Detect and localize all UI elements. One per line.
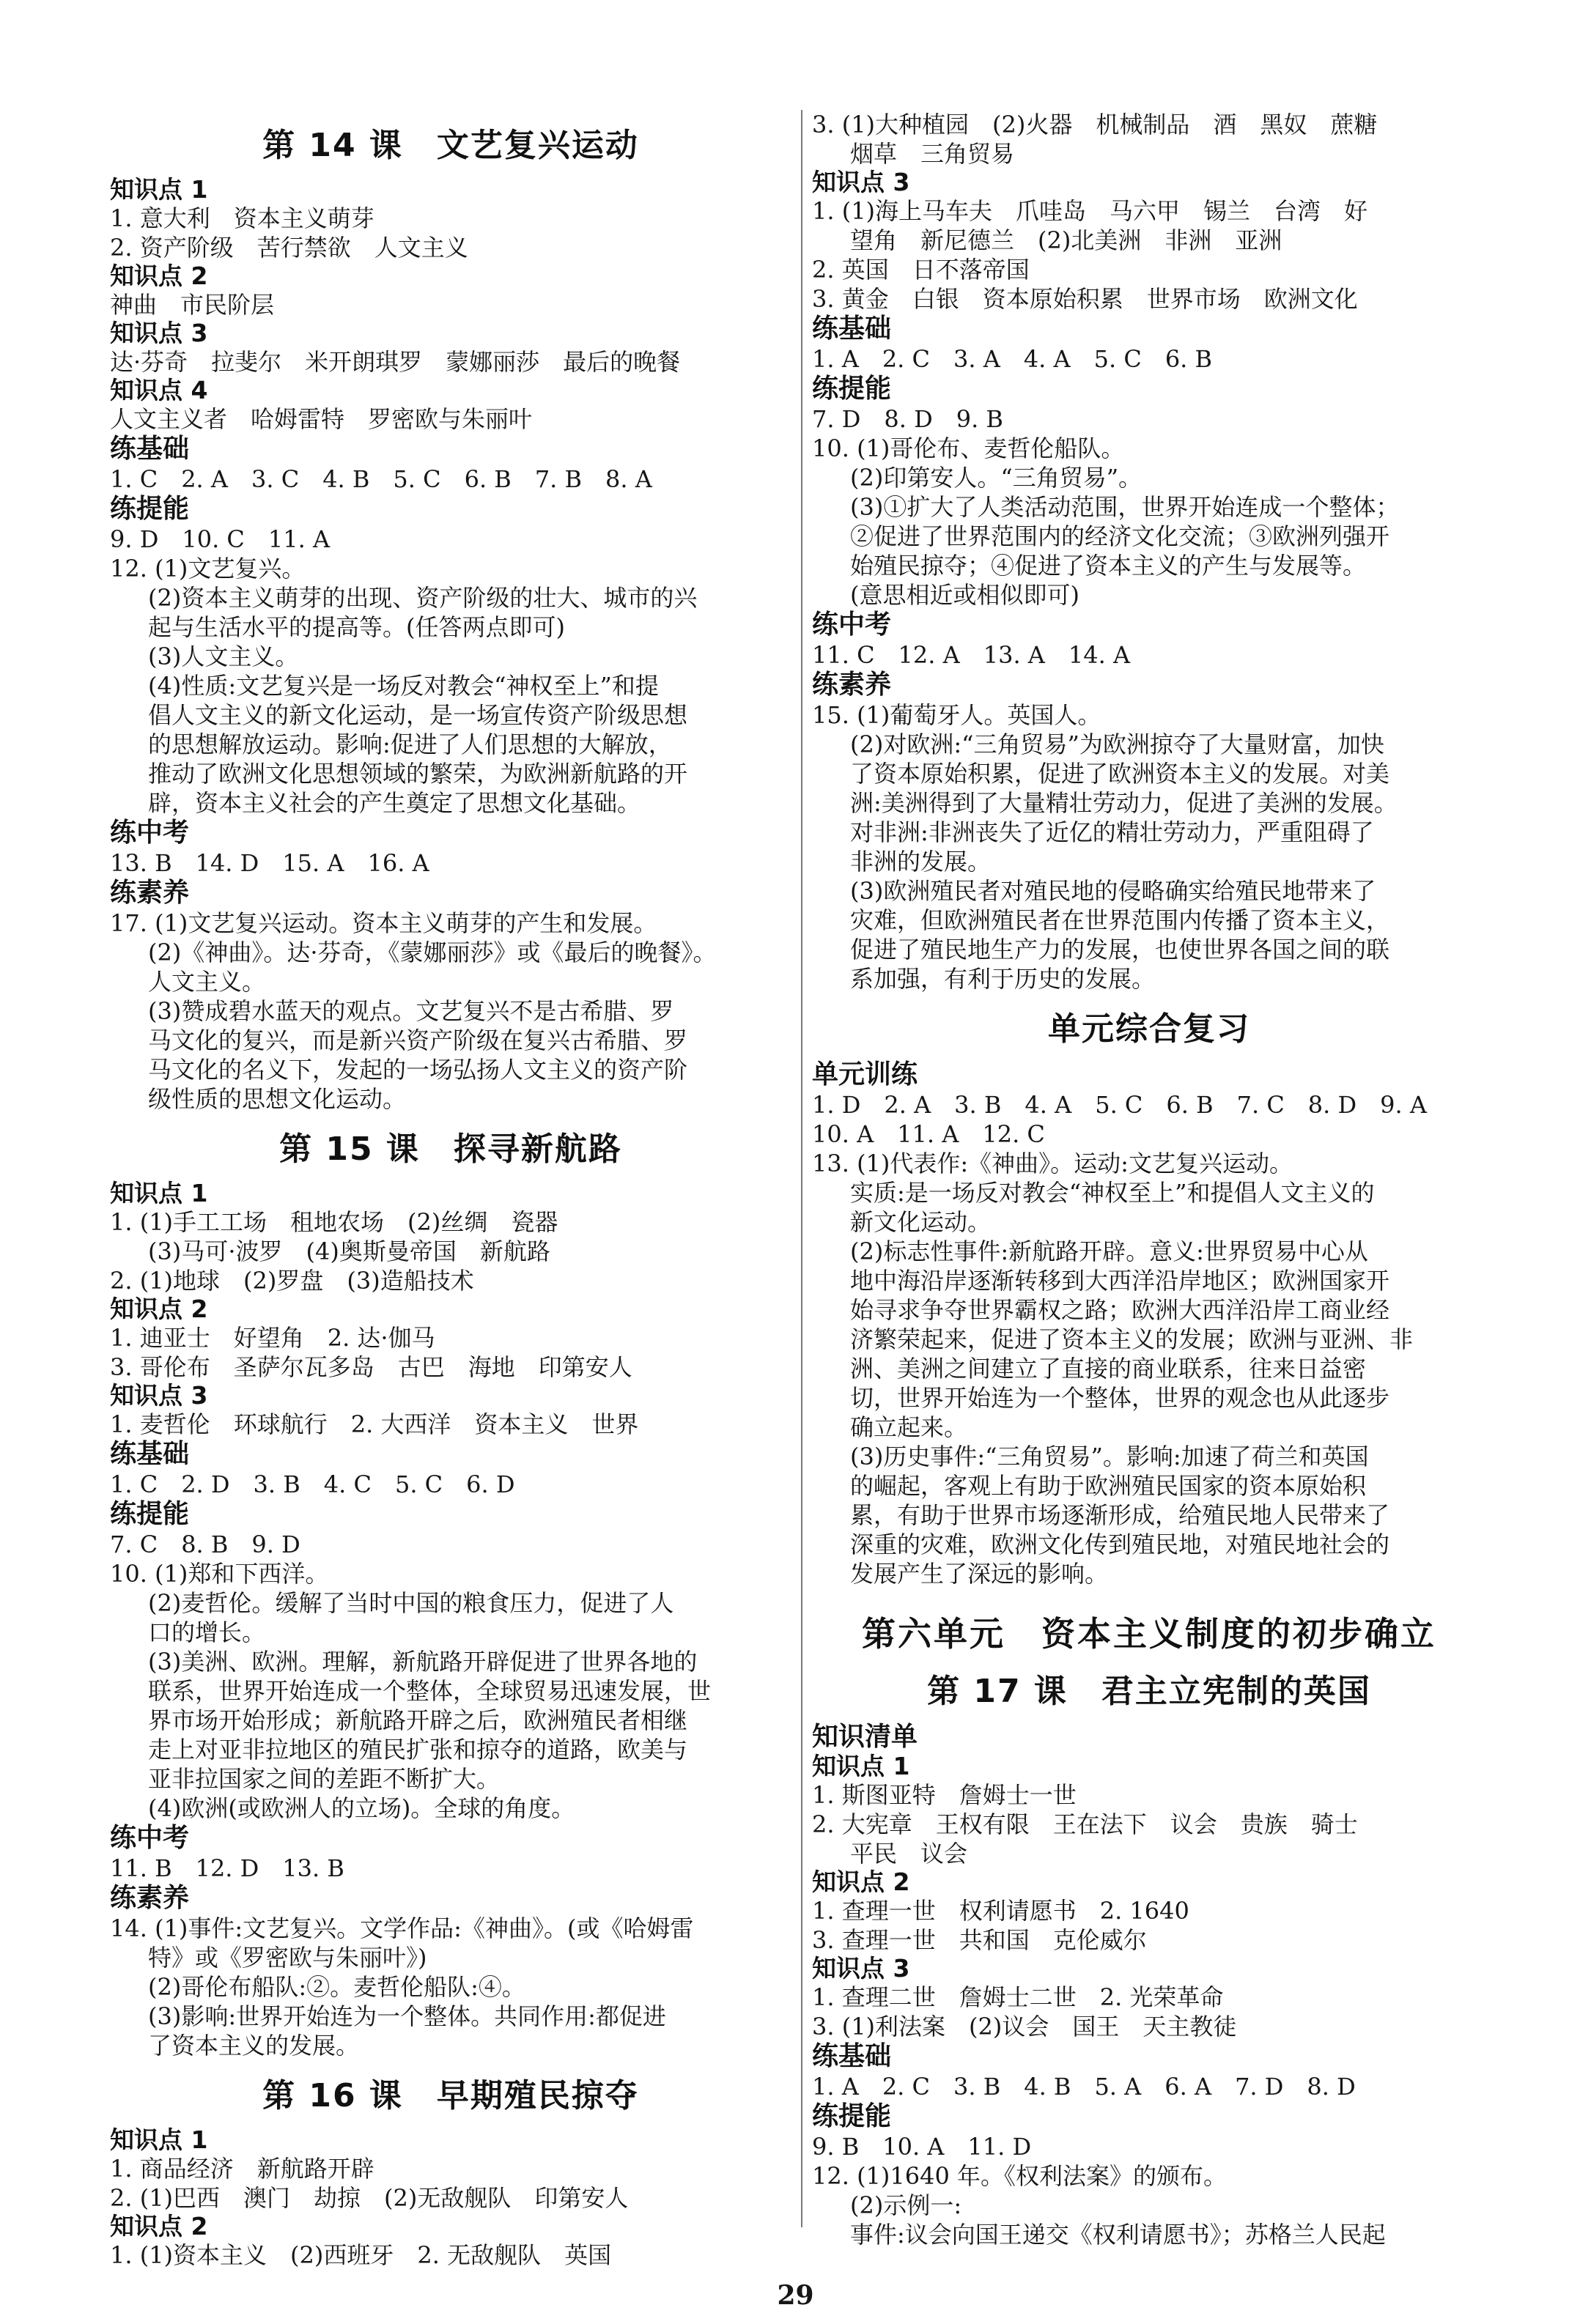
answer-line: 马文化的复兴，而是新兴资产阶级在复兴古希腊、罗 bbox=[148, 1026, 688, 1054]
answer-line: 12. (1)1640 年。《权利法案》的颁布。 bbox=[812, 2162, 1228, 2190]
answer-line: 1. (1)海上马车夫 爪哇岛 马六甲 锡兰 台湾 好 bbox=[812, 197, 1368, 225]
answer-line: 1. 麦哲伦 环球航行 2. 大西洋 资本主义 世界 bbox=[110, 1410, 639, 1438]
answer-line: 3. (1)大种植园 (2)火器 机械制品 酒 黑奴 蔗糖 bbox=[812, 111, 1378, 138]
answer-line: 2. 英国 日不落帝国 bbox=[812, 256, 1030, 284]
answer-line: 了资本原始积累，促进了欧洲资本主义的发展。对美 bbox=[850, 760, 1390, 788]
right-column bbox=[812, 110, 1486, 2249]
subsection-heading: 知识点 2 bbox=[812, 1868, 910, 1896]
answer-line: 对非洲:非洲丧失了近亿的精壮劳动力，严重阻碍了 bbox=[850, 818, 1374, 846]
answer-line: 12. (1)文艺复兴。 bbox=[110, 555, 306, 582]
page-number: 29 bbox=[777, 2280, 814, 2311]
answer-line: 确立起来。 bbox=[850, 1413, 968, 1441]
left-column bbox=[110, 110, 791, 2270]
answer-line: 10. (1)哥伦布、麦哲伦船队。 bbox=[812, 434, 1125, 462]
answer-line: (4)性质:文艺复兴是一场反对教会“神权至上”和提 bbox=[148, 672, 659, 700]
subsection-heading: 知识点 4 bbox=[110, 376, 208, 404]
subsection-heading: 知识点 3 bbox=[812, 168, 910, 196]
subsection-heading: 练中考 bbox=[812, 610, 892, 640]
answer-line: 累，有助于世界市场逐渐形成，给殖民地人民带来了 bbox=[850, 1501, 1390, 1529]
answer-line: 3. (1)利法案 (2)议会 国王 天主教徒 bbox=[812, 2013, 1237, 2040]
answer-line: 1. 商品经济 新航路开辟 bbox=[110, 2155, 374, 2183]
section-title: 第 15 课 探寻新航路 bbox=[279, 1130, 622, 1168]
subsection-heading: 知识点 2 bbox=[110, 2212, 208, 2240]
subsection-heading: 练中考 bbox=[110, 1823, 190, 1853]
answer-line: 1. C 2. D 3. B 4. C 5. C 6. D bbox=[110, 1470, 515, 1498]
answer-line: (4)欧洲(或欧洲人的立场)。全球的角度。 bbox=[148, 1794, 575, 1822]
answer-line: (3)欧洲殖民者对殖民地的侵略确实给殖民地带来了 bbox=[850, 877, 1376, 905]
answer-line: 7. D 8. D 9. B bbox=[812, 405, 1003, 433]
answer-line: 灾难，但欧洲殖民者在世界范围内传播了资本主义， bbox=[850, 906, 1390, 934]
answer-line: (3)美洲、欧洲。理解，新航路开辟促进了世界各地的 bbox=[148, 1648, 698, 1676]
answer-line: 1. A 2. C 3. B 4. B 5. A 6. A 7. D 8. D bbox=[812, 2073, 1356, 2101]
answer-line: 13. (1)代表作:《神曲》。运动:文艺复兴运动。 bbox=[812, 1150, 1293, 1177]
answer-line: 1. (1)手工工场 租地农场 (2)丝绸 瓷器 bbox=[110, 1208, 558, 1236]
subsection-heading: 练素养 bbox=[812, 670, 892, 700]
subsection-heading: 练提能 bbox=[812, 2101, 892, 2131]
answer-line: 10. (1)郑和下西洋。 bbox=[110, 1560, 329, 1588]
section-title: 单元综合复习 bbox=[1048, 1010, 1250, 1048]
answer-line: 发展产生了深远的影响。 bbox=[850, 1560, 1109, 1588]
answer-line: 11. C 12. A 13. A 14. A bbox=[812, 641, 1131, 669]
subsection-heading: 单元训练 bbox=[812, 1059, 918, 1089]
answer-line: (意思相近或相似即可) bbox=[850, 581, 1079, 609]
answer-line: 神曲 市民阶层 bbox=[110, 291, 275, 319]
answer-line: 13. B 14. D 15. A 16. A bbox=[110, 849, 429, 877]
answer-line: 11. B 12. D 13. B bbox=[110, 1854, 344, 1882]
subsection-heading: 知识点 3 bbox=[110, 319, 208, 347]
subsection-heading: 练基础 bbox=[812, 314, 892, 344]
answer-line: 3. 哥伦布 圣萨尔瓦多岛 古巴 海地 印第安人 bbox=[110, 1353, 632, 1381]
answer-line: 1. (1)资本主义 (2)西班牙 2. 无敌舰队 英国 bbox=[110, 2241, 612, 2269]
answer-line: 14. (1)事件:文艺复兴。文学作品:《神曲》。(或《哈姆雷 bbox=[110, 1914, 694, 1942]
answer-line: 望角 新尼德兰 (2)北美洲 非洲 亚洲 bbox=[850, 226, 1282, 254]
answer-line: 济繁荣起来，促进了资本主义的发展；欧洲与亚洲、非 bbox=[850, 1325, 1414, 1353]
subsection-heading: 知识点 3 bbox=[812, 1954, 910, 1983]
answer-line: 2. (1)巴西 澳门 劫掠 (2)无敌舰队 印第安人 bbox=[110, 2184, 629, 2212]
answer-line: (2)麦哲伦。缓解了当时中国的粮食压力，促进了人 bbox=[148, 1589, 674, 1617]
subsection-heading: 知识点 1 bbox=[812, 1752, 910, 1780]
answer-line: 2. (1)地球 (2)罗盘 (3)造船技术 bbox=[110, 1267, 474, 1295]
answer-line: 非洲的发展。 bbox=[850, 848, 992, 876]
answer-line: (3)赞成碧水蓝天的观点。文艺复兴不是古希腊、罗 bbox=[148, 997, 674, 1025]
subsection-heading: 练基础 bbox=[110, 434, 190, 464]
answer-line: 实质:是一场反对教会“神权至上”和提倡人文主义的 bbox=[850, 1179, 1375, 1207]
answer-line: 烟草 三角贸易 bbox=[850, 140, 1015, 168]
column-divider bbox=[801, 110, 802, 2227]
answer-line: (2)示例一: bbox=[850, 2191, 962, 2219]
answer-line: 1. 查理二世 詹姆士二世 2. 光荣革命 bbox=[812, 1983, 1224, 2011]
subsection-heading: 练基础 bbox=[110, 1439, 190, 1469]
subsection-heading: 知识清单 bbox=[812, 1722, 918, 1752]
answer-line: 人文主义。 bbox=[148, 968, 266, 996]
answer-line: 1. 迪亚士 好望角 2. 达·伽马 bbox=[110, 1324, 435, 1352]
answer-line: 1. A 2. C 3. A 4. A 5. C 6. B bbox=[812, 345, 1213, 373]
answer-line: 的思想解放运动。影响:促进了人们思想的大解放， bbox=[148, 730, 672, 758]
answer-line: 1. 斯图亚特 詹姆士一世 bbox=[812, 1781, 1077, 1809]
answer-line: (3)历史事件:“三角贸易”。影响:加速了荷兰和英国 bbox=[850, 1443, 1369, 1470]
answer-line: (2)对欧洲:“三角贸易”为欧洲掠夺了大量财富，加快 bbox=[850, 730, 1384, 758]
subsection-heading: 练中考 bbox=[110, 818, 190, 848]
answer-line: 马文化的名义下，发起的一场弘扬人文主义的资产阶 bbox=[148, 1056, 688, 1084]
answer-line: 始寻求争夺世界霸权之路；欧洲大西洋沿岸工商业经 bbox=[850, 1296, 1390, 1324]
answer-line: 促进了殖民地生产力的发展，也使世界各国之间的联 bbox=[850, 936, 1390, 963]
answer-line: 洲、美洲之间建立了直接的商业联系，往来日益密 bbox=[850, 1355, 1367, 1383]
answer-line: 2. 资产阶级 苦行禁欲 人文主义 bbox=[110, 234, 468, 262]
answer-line: 起与生活水平的提高等。(任答两点即可) bbox=[148, 613, 565, 641]
answer-line: 10. A 11. A 12. C bbox=[812, 1120, 1045, 1148]
answer-line: (3)马可·波罗 (4)奥斯曼帝国 新航路 bbox=[148, 1237, 550, 1265]
answer-line: (3)影响:世界开始连为一个整体。共同作用:都促进 bbox=[148, 2002, 666, 2030]
answer-line: 3. 查理一世 共和国 克伦威尔 bbox=[812, 1926, 1147, 1954]
answer-line: 9. D 10. C 11. A bbox=[110, 525, 331, 553]
answer-line: (2)《神曲》。达·芬奇，《蒙娜丽莎》或《最后的晚餐》。 bbox=[148, 939, 717, 966]
unit-title: 第六单元 资本主义制度的初步确立 bbox=[862, 1614, 1436, 1654]
subsection-heading: 练提能 bbox=[812, 374, 892, 404]
answer-line: 联系，世界开始连成一个整体，全球贸易迅速发展，世 bbox=[148, 1677, 712, 1705]
answer-line: 7. C 8. B 9. D bbox=[110, 1531, 300, 1558]
answer-line: 达·芬奇 拉斐尔 米开朗琪罗 蒙娜丽莎 最后的晚餐 bbox=[110, 348, 681, 376]
answer-line: (2)标志性事件:新航路开辟。意义:世界贸易中心从 bbox=[850, 1237, 1368, 1265]
answer-line: 口的增长。 bbox=[148, 1618, 266, 1646]
answer-line: 倡人文主义的新文化运动，是一场宣传资产阶级思想 bbox=[148, 701, 688, 729]
answer-line: 1. C 2. A 3. C 4. B 5. C 6. B 7. B 8. A bbox=[110, 465, 652, 493]
subsection-heading: 知识点 2 bbox=[110, 1295, 208, 1323]
answer-line: 17. (1)文艺复兴运动。资本主义萌芽的产生和发展。 bbox=[110, 909, 657, 937]
subsection-heading: 知识点 1 bbox=[110, 2125, 208, 2154]
answer-line: 平民 议会 bbox=[850, 1840, 968, 1868]
answer-line: 深重的灾难，欧洲文化传到殖民地，对殖民地社会的 bbox=[850, 1531, 1390, 1558]
answer-line: 特》或《罗密欧与朱丽叶》) bbox=[148, 1944, 427, 1972]
section-title: 第 17 课 君主立宪制的英国 bbox=[927, 1673, 1371, 1710]
answer-line: 人文主义者 哈姆雷特 罗密欧与朱丽叶 bbox=[110, 405, 533, 433]
subsection-heading: 练提能 bbox=[110, 494, 190, 524]
answer-line: 地中海沿岸逐渐转移到大西洋沿岸地区；欧洲国家开 bbox=[850, 1267, 1390, 1295]
section-title: 第 16 课 早期殖民掠夺 bbox=[262, 2077, 639, 2114]
section-title: 第 14 课 文艺复兴运动 bbox=[262, 127, 639, 164]
answer-line: 2. 大宪章 王权有限 王在法下 议会 贵族 骑士 bbox=[812, 1810, 1358, 1838]
answer-line: 1. 意大利 资本主义萌芽 bbox=[110, 204, 374, 232]
answer-line: 1. D 2. A 3. B 4. A 5. C 6. B 7. C 8. D 9. A bbox=[812, 1091, 1427, 1119]
answer-line: 事件:议会向国王递交《权利请愿书》；苏格兰人民起 bbox=[850, 2221, 1386, 2249]
subsection-heading: 知识点 1 bbox=[110, 1179, 208, 1207]
subsection-heading: 练素养 bbox=[110, 1883, 190, 1913]
answer-line: (3)人文主义。 bbox=[148, 643, 299, 670]
answer-line: 洲:美洲得到了大量精壮劳动力，促进了美洲的发展。 bbox=[850, 789, 1398, 817]
answer-line: (3)①扩大了人类活动范围，世界开始连成一个整体； bbox=[850, 493, 1400, 521]
answer-line: 1. 查理一世 权利请愿书 2. 1640 bbox=[812, 1897, 1189, 1925]
answer-line: 辟，资本主义社会的产生奠定了思想文化基础。 bbox=[148, 789, 641, 817]
answer-line: (2)资本主义萌芽的出现、资产阶级的壮大、城市的兴 bbox=[148, 584, 698, 612]
answer-line: 新文化运动。 bbox=[850, 1208, 992, 1236]
subsection-heading: 知识点 3 bbox=[110, 1381, 208, 1410]
answer-line: 始殖民掠夺；④促进了资本主义的产生与发展等。 bbox=[850, 552, 1367, 580]
answer-line: (2)哥伦布船队:②。麦哲伦船队:④。 bbox=[148, 1973, 525, 2001]
answer-line: 走上对亚非拉地区的殖民扩张和掠夺的道路，欧美与 bbox=[148, 1736, 688, 1764]
answer-line: 9. B 10. A 11. D bbox=[812, 2133, 1032, 2161]
answer-line: 系加强，有利于历史的发展。 bbox=[850, 965, 1156, 993]
answer-line: 级性质的思想文化运动。 bbox=[148, 1085, 407, 1113]
answer-line: ②促进了世界范围内的经济文化交流；③欧洲列强开 bbox=[850, 522, 1390, 550]
answer-line: (2)印第安人。“三角贸易”。 bbox=[850, 464, 1143, 492]
answer-line: 的崛起，客观上有助于欧洲殖民国家的资本原始积 bbox=[850, 1472, 1367, 1500]
answer-line: 界市场开始形成；新航路开辟之后，欧洲殖民者相继 bbox=[148, 1706, 688, 1734]
answer-line: 亚非拉国家之间的差距不断扩大。 bbox=[148, 1765, 501, 1793]
answer-line: 15. (1)葡萄牙人。英国人。 bbox=[812, 701, 1101, 729]
answer-line: 3. 黄金 白银 资本原始积累 世界市场 欧洲文化 bbox=[812, 285, 1358, 313]
answer-line: 推动了欧洲文化思想领域的繁荣，为欧洲新航路的开 bbox=[148, 760, 688, 788]
subsection-heading: 练素养 bbox=[110, 878, 190, 908]
subsection-heading: 练提能 bbox=[110, 1499, 190, 1529]
subsection-heading: 练基础 bbox=[812, 2041, 892, 2071]
answer-line: 切，世界开始连为一个整体，世界的观念也从此逐步 bbox=[850, 1384, 1390, 1412]
answer-line: 了资本主义的发展。 bbox=[148, 2032, 360, 2060]
subsection-heading: 知识点 1 bbox=[110, 175, 208, 204]
subsection-heading: 知识点 2 bbox=[110, 262, 208, 290]
